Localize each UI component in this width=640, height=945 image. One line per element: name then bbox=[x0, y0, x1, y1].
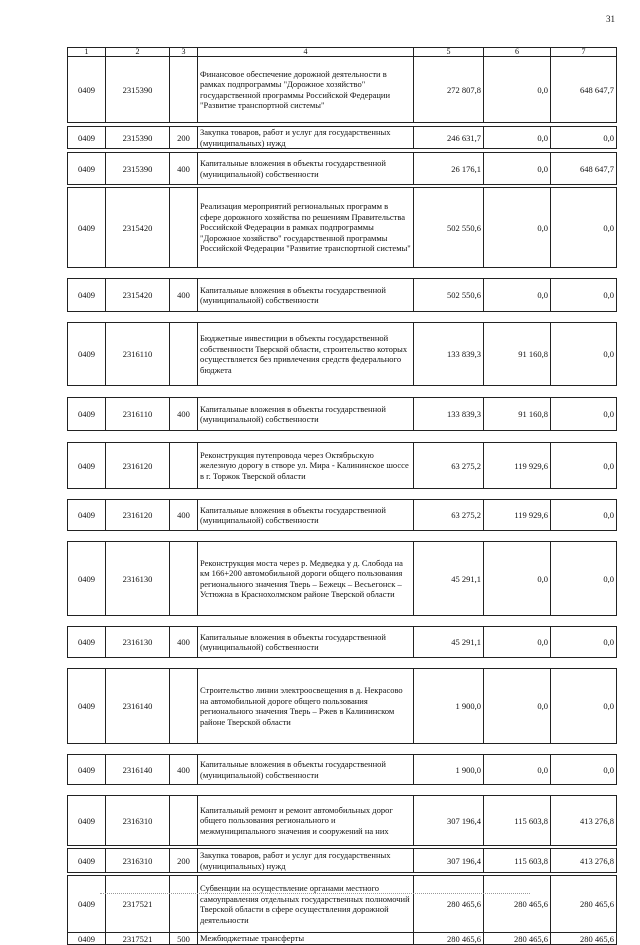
value-col7: 0,0 bbox=[551, 542, 617, 616]
row-spacer-cell bbox=[68, 431, 617, 443]
expense-type-code: 400 bbox=[170, 627, 198, 658]
target-code: 2316120 bbox=[106, 500, 170, 531]
row-spacer bbox=[68, 386, 617, 398]
table-header-row bbox=[68, 48, 617, 57]
section-code: 0409 bbox=[68, 57, 106, 123]
target-code: 2315420 bbox=[106, 188, 170, 268]
row-spacer bbox=[68, 312, 617, 323]
row-spacer bbox=[68, 785, 617, 796]
expense-type-code bbox=[170, 57, 198, 123]
expense-type-code bbox=[170, 188, 198, 268]
section-code: 0409 bbox=[68, 627, 106, 658]
target-code: 2315390 bbox=[106, 127, 170, 149]
description: Межбюджетные трансферты bbox=[198, 933, 414, 945]
target-code: 2315390 bbox=[106, 153, 170, 185]
description: Строительство линии электроосвещения в д. Некрасово на автомобильной дороге общего пользования регионального значения Тверь – Ржев в Калининском районе Тверской области bbox=[198, 669, 414, 744]
expense-type-code: 400 bbox=[170, 398, 198, 431]
row-spacer-cell bbox=[68, 531, 617, 542]
target-code: 2316130 bbox=[106, 627, 170, 658]
value-col5: 133 839,3 bbox=[414, 398, 484, 431]
table-row bbox=[68, 323, 617, 386]
value-col5: 26 176,1 bbox=[414, 153, 484, 185]
value-col6: 0,0 bbox=[484, 279, 551, 312]
table-row bbox=[68, 398, 617, 431]
row-spacer bbox=[68, 431, 617, 443]
value-col7: 648 647,7 bbox=[551, 57, 617, 123]
expense-type-code bbox=[170, 669, 198, 744]
page-bottom-rule bbox=[100, 893, 530, 895]
value-col6: 0,0 bbox=[484, 755, 551, 785]
row-spacer-cell bbox=[68, 312, 617, 323]
value-col5: 45 291,1 bbox=[414, 627, 484, 658]
expense-type-code: 500 bbox=[170, 933, 198, 945]
row-spacer bbox=[68, 489, 617, 500]
expense-type-code: 400 bbox=[170, 500, 198, 531]
value-col7: 413 276,8 bbox=[551, 849, 617, 873]
value-col5: 133 839,3 bbox=[414, 323, 484, 386]
description: Капитальные вложения в объекты государственной (муниципальной) собственности bbox=[198, 500, 414, 531]
row-spacer-cell bbox=[68, 489, 617, 500]
value-col7: 280 465,6 bbox=[551, 933, 617, 945]
value-col5: 307 196,4 bbox=[414, 796, 484, 846]
table-row bbox=[68, 542, 617, 616]
column-header: 5 bbox=[414, 48, 484, 57]
table-row bbox=[68, 849, 617, 873]
value-col7: 0,0 bbox=[551, 127, 617, 149]
description: Реализация мероприятий региональных программ в сфере дорожного хозяйства по решениям Правительства Российской Федерации в рамках подпрограммы "Дорожное хозяйство" государственной программы Российской Федерации "Развитие транспортной системы" bbox=[198, 188, 414, 268]
value-col5: 1 900,0 bbox=[414, 669, 484, 744]
value-col6: 0,0 bbox=[484, 153, 551, 185]
value-col6: 115 603,8 bbox=[484, 796, 551, 846]
section-code: 0409 bbox=[68, 669, 106, 744]
column-header: 2 bbox=[106, 48, 170, 57]
expense-type-code: 200 bbox=[170, 127, 198, 149]
description: Капитальные вложения в объекты государственной (муниципальной) собственности bbox=[198, 279, 414, 312]
value-col5: 502 550,6 bbox=[414, 279, 484, 312]
description: Бюджетные инвестиции в объекты государственной собственности Тверской области, строительство которых осуществляется без привлечения средств федерального бюджета bbox=[198, 323, 414, 386]
row-spacer bbox=[68, 531, 617, 542]
value-col7: 0,0 bbox=[551, 669, 617, 744]
table-row bbox=[68, 755, 617, 785]
table-row bbox=[68, 796, 617, 846]
description: Капитальный ремонт и ремонт автомобильных дорог общего пользования регионального и межмуниципального значения и сооружений на них bbox=[198, 796, 414, 846]
row-spacer-cell bbox=[68, 616, 617, 627]
value-col6: 119 929,6 bbox=[484, 500, 551, 531]
row-spacer bbox=[68, 268, 617, 279]
expense-type-code bbox=[170, 323, 198, 386]
description: Закупка товаров, работ и услуг для государственных (муниципальных) нужд bbox=[198, 127, 414, 149]
section-code: 0409 bbox=[68, 755, 106, 785]
section-code: 0409 bbox=[68, 127, 106, 149]
target-code: 2316140 bbox=[106, 755, 170, 785]
value-col5: 307 196,4 bbox=[414, 849, 484, 873]
row-spacer bbox=[68, 744, 617, 755]
expense-type-code: 400 bbox=[170, 153, 198, 185]
section-code: 0409 bbox=[68, 443, 106, 489]
table-row bbox=[68, 57, 617, 123]
value-col6: 0,0 bbox=[484, 542, 551, 616]
table-row bbox=[68, 153, 617, 185]
description: Капитальные вложения в объекты государственной (муниципальной) собственности bbox=[198, 627, 414, 658]
value-col5: 272 807,8 bbox=[414, 57, 484, 123]
target-code: 2316110 bbox=[106, 398, 170, 431]
section-code: 0409 bbox=[68, 500, 106, 531]
table-row bbox=[68, 188, 617, 268]
section-code: 0409 bbox=[68, 876, 106, 933]
table-row bbox=[68, 876, 617, 933]
table-row bbox=[68, 279, 617, 312]
target-code: 2317521 bbox=[106, 876, 170, 933]
value-col7: 0,0 bbox=[551, 627, 617, 658]
target-code: 2315420 bbox=[106, 279, 170, 312]
value-col5: 63 275,2 bbox=[414, 443, 484, 489]
value-col6: 115 603,8 bbox=[484, 849, 551, 873]
target-code: 2316110 bbox=[106, 323, 170, 386]
target-code: 2316140 bbox=[106, 669, 170, 744]
target-code: 2316310 bbox=[106, 796, 170, 846]
value-col7: 413 276,8 bbox=[551, 796, 617, 846]
section-code: 0409 bbox=[68, 796, 106, 846]
description: Закупка товаров, работ и услуг для государственных (муниципальных) нужд bbox=[198, 849, 414, 873]
section-code: 0409 bbox=[68, 188, 106, 268]
value-col7: 0,0 bbox=[551, 279, 617, 312]
column-header: 4 bbox=[198, 48, 414, 57]
column-header: 3 bbox=[170, 48, 198, 57]
row-spacer-cell bbox=[68, 658, 617, 669]
expense-type-code: 400 bbox=[170, 755, 198, 785]
target-code: 2315390 bbox=[106, 57, 170, 123]
value-col6: 91 160,8 bbox=[484, 323, 551, 386]
row-spacer-cell bbox=[68, 386, 617, 398]
expense-type-code: 400 bbox=[170, 279, 198, 312]
value-col7: 0,0 bbox=[551, 443, 617, 489]
expense-type-code bbox=[170, 443, 198, 489]
value-col5: 502 550,6 bbox=[414, 188, 484, 268]
value-col6: 91 160,8 bbox=[484, 398, 551, 431]
value-col7: 0,0 bbox=[551, 398, 617, 431]
table-row bbox=[68, 127, 617, 149]
expense-type-code: 200 bbox=[170, 849, 198, 873]
column-header: 7 bbox=[551, 48, 617, 57]
value-col7: 0,0 bbox=[551, 755, 617, 785]
section-code: 0409 bbox=[68, 153, 106, 185]
value-col7: 648 647,7 bbox=[551, 153, 617, 185]
table-row bbox=[68, 669, 617, 744]
description: Капитальные вложения в объекты государственной (муниципальной) собственности bbox=[198, 755, 414, 785]
target-code: 2316120 bbox=[106, 443, 170, 489]
value-col6: 0,0 bbox=[484, 127, 551, 149]
value-col5: 63 275,2 bbox=[414, 500, 484, 531]
value-col6: 280 465,6 bbox=[484, 933, 551, 945]
target-code: 2316130 bbox=[106, 542, 170, 616]
table-row bbox=[68, 500, 617, 531]
section-code: 0409 bbox=[68, 933, 106, 945]
row-spacer-cell bbox=[68, 744, 617, 755]
description: Реконструкция путепровода через Октябрьскую железную дорогу в створе ул. Мира - Калининское шоссе в г. Торжок Тверской области bbox=[198, 443, 414, 489]
value-col7: 0,0 bbox=[551, 500, 617, 531]
column-header: 1 bbox=[68, 48, 106, 57]
value-col7: 0,0 bbox=[551, 323, 617, 386]
row-spacer bbox=[68, 658, 617, 669]
expense-type-code bbox=[170, 796, 198, 846]
value-col5: 45 291,1 bbox=[414, 542, 484, 616]
row-spacer-cell bbox=[68, 785, 617, 796]
value-col7: 0,0 bbox=[551, 188, 617, 268]
page-number: 31 bbox=[606, 14, 615, 24]
column-header: 6 bbox=[484, 48, 551, 57]
section-code: 0409 bbox=[68, 279, 106, 312]
description: Капитальные вложения в объекты государственной (муниципальной) собственности bbox=[198, 398, 414, 431]
description: Капитальные вложения в объекты государственной (муниципальной) собственности bbox=[198, 153, 414, 185]
section-code: 0409 bbox=[68, 398, 106, 431]
value-col7: 280 465,6 bbox=[551, 876, 617, 933]
section-code: 0409 bbox=[68, 849, 106, 873]
table-row bbox=[68, 933, 617, 945]
description: Субвенции на осуществление органами местного самоуправления отдельных государственных полномочий Тверской области в сфере осуществления дорожной деятельности bbox=[198, 876, 414, 933]
description: Реконструкция моста через р. Медведка у д. Слобода на км 166+200 автомобильной дороги общего пользования регионального значения Тверь – Бежецк – Весьегонск – Устюжна в Краснохолмском районе Тверской области bbox=[198, 542, 414, 616]
target-code: 2317521 bbox=[106, 933, 170, 945]
row-spacer-cell bbox=[68, 268, 617, 279]
target-code: 2316310 bbox=[106, 849, 170, 873]
row-spacer bbox=[68, 616, 617, 627]
value-col5: 280 465,6 bbox=[414, 876, 484, 933]
budget-table bbox=[67, 47, 617, 945]
value-col6: 0,0 bbox=[484, 57, 551, 123]
value-col5: 280 465,6 bbox=[414, 933, 484, 945]
table-row bbox=[68, 443, 617, 489]
table-row bbox=[68, 627, 617, 658]
value-col6: 0,0 bbox=[484, 627, 551, 658]
value-col5: 1 900,0 bbox=[414, 755, 484, 785]
description: Финансовое обеспечение дорожной деятельности в рамках подпрограммы "Дорожное хозяйство" государственной программы Российской Федерации "Развитие транспортной системы" bbox=[198, 57, 414, 123]
section-code: 0409 bbox=[68, 323, 106, 386]
section-code: 0409 bbox=[68, 542, 106, 616]
value-col6: 0,0 bbox=[484, 669, 551, 744]
value-col6: 280 465,6 bbox=[484, 876, 551, 933]
value-col6: 119 929,6 bbox=[484, 443, 551, 489]
value-col5: 246 631,7 bbox=[414, 127, 484, 149]
expense-type-code bbox=[170, 876, 198, 933]
expense-type-code bbox=[170, 542, 198, 616]
value-col6: 0,0 bbox=[484, 188, 551, 268]
